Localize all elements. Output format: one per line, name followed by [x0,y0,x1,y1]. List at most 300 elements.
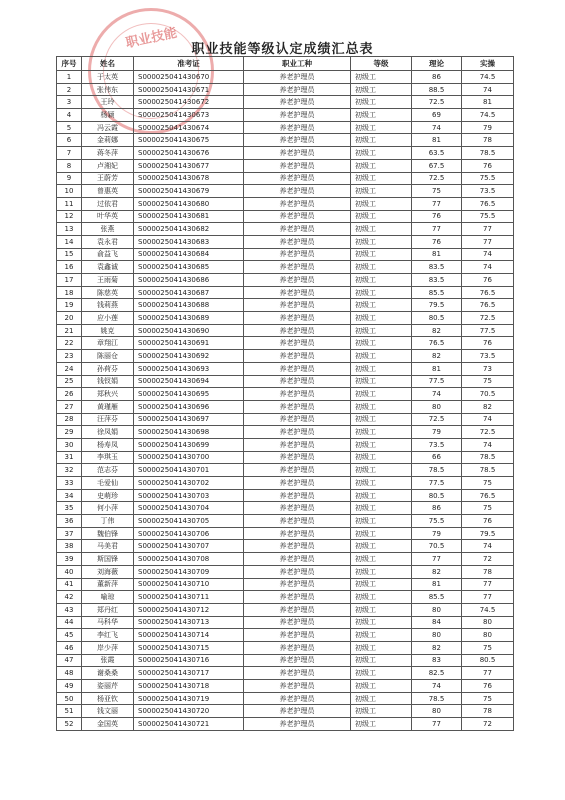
cell-level: 初级工 [351,185,412,198]
cell-theory-score: 88.5 [412,83,462,96]
cell-level: 初级工 [351,83,412,96]
cell-level: 初级工 [351,337,412,350]
cell-level: 初级工 [351,375,412,388]
cell-theory-score: 81 [412,362,462,375]
cell-seq-number: 2 [57,83,82,96]
cell-exam-id: S000025041430710 [134,578,244,591]
cell-name: 喻琼 [82,591,134,604]
cell-name: 孙荷芬 [82,362,134,375]
cell-exam-id: S000025041430688 [134,299,244,312]
cell-level: 初级工 [351,274,412,287]
cell-name: 袁鑫诚 [82,261,134,274]
cell-seq-number: 20 [57,312,82,325]
cell-level: 初级工 [351,235,412,248]
cell-level: 初级工 [351,350,412,363]
cell-theory-score: 63.5 [412,147,462,160]
table-row [57,96,514,109]
cell-name: 陈丽仓 [82,350,134,363]
cell-name: 王玲 [82,96,134,109]
cell-theory-score: 69 [412,109,462,122]
cell-exam-id: S000025041430719 [134,692,244,705]
cell-level: 初级工 [351,362,412,375]
cell-level: 初级工 [351,641,412,654]
cell-practical-score: 74 [462,261,514,274]
cell-seq-number: 18 [57,286,82,299]
cell-seq-number: 17 [57,274,82,287]
cell-exam-id: S000025041430718 [134,680,244,693]
cell-theory-score: 80 [412,705,462,718]
table-row [57,83,514,96]
cell-level: 初级工 [351,705,412,718]
cell-name: 张伟东 [82,83,134,96]
cell-practical-score: 78 [462,705,514,718]
cell-name: 李红飞 [82,629,134,642]
cell-level: 初级工 [351,312,412,325]
cell-level: 初级工 [351,718,412,731]
cell-seq-number: 40 [57,565,82,578]
cell-practical-score: 78.5 [462,147,514,160]
cell-level: 初级工 [351,147,412,160]
header-theory-score: 理论 [412,57,462,71]
cell-seq-number: 13 [57,223,82,236]
cell-practical-score: 72 [462,718,514,731]
cell-practical-score: 74 [462,83,514,96]
table-row [57,388,514,401]
cell-name: 姚克 [82,324,134,337]
cell-practical-score: 78.5 [462,451,514,464]
cell-theory-score: 80.5 [412,312,462,325]
cell-theory-score: 74 [412,680,462,693]
cell-practical-score: 76 [462,337,514,350]
cell-seq-number: 31 [57,451,82,464]
cell-level: 初级工 [351,426,412,439]
cell-occupation: 养老护理员 [244,261,351,274]
cell-theory-score: 77 [412,718,462,731]
cell-occupation: 养老护理员 [244,134,351,147]
cell-exam-id: S000025041430670 [134,71,244,84]
cell-theory-score: 70.5 [412,540,462,553]
cell-practical-score: 77 [462,223,514,236]
cell-name: 斯国锋 [82,553,134,566]
cell-theory-score: 79.5 [412,299,462,312]
table-row [57,477,514,490]
table-row [57,299,514,312]
cell-occupation: 养老护理员 [244,388,351,401]
cell-theory-score: 82 [412,641,462,654]
cell-theory-score: 80 [412,629,462,642]
cell-occupation: 养老护理员 [244,464,351,477]
cell-occupation: 养老护理员 [244,692,351,705]
cell-name: 姿丽芹 [82,680,134,693]
cell-name: 史萌珍 [82,489,134,502]
cell-level: 初级工 [351,400,412,413]
cell-exam-id: S000025041430686 [134,274,244,287]
cell-theory-score: 82.5 [412,667,462,680]
cell-occupation: 养老护理员 [244,299,351,312]
table-row [57,185,514,198]
cell-occupation: 养老护理员 [244,197,351,210]
cell-name: 王蔚芳 [82,172,134,185]
table-row [57,616,514,629]
score-table [56,56,514,731]
cell-occupation: 养老护理员 [244,96,351,109]
cell-seq-number: 45 [57,629,82,642]
cell-level: 初级工 [351,413,412,426]
cell-name: 章翔江 [82,337,134,350]
cell-name: 杨颖 [82,109,134,122]
cell-level: 初级工 [351,451,412,464]
cell-seq-number: 12 [57,210,82,223]
cell-occupation: 养老护理员 [244,185,351,198]
table-row [57,464,514,477]
cell-seq-number: 32 [57,464,82,477]
cell-exam-id: S000025041430704 [134,502,244,515]
cell-exam-id: S000025041430698 [134,426,244,439]
cell-occupation: 养老护理员 [244,438,351,451]
table-row [57,235,514,248]
cell-seq-number: 15 [57,248,82,261]
cell-practical-score: 76.5 [462,299,514,312]
cell-occupation: 养老护理员 [244,400,351,413]
table-row [57,540,514,553]
cell-level: 初级工 [351,438,412,451]
cell-name: 郑丹红 [82,603,134,616]
cell-name: 蒋冬萍 [82,147,134,160]
table-row [57,502,514,515]
cell-exam-id: S000025041430679 [134,185,244,198]
cell-seq-number: 9 [57,172,82,185]
cell-practical-score: 79.5 [462,527,514,540]
table-row [57,641,514,654]
cell-level: 初级工 [351,629,412,642]
table-row [57,578,514,591]
cell-theory-score: 85.5 [412,591,462,604]
cell-name: 钱莉燕 [82,299,134,312]
cell-practical-score: 78 [462,134,514,147]
cell-level: 初级工 [351,616,412,629]
cell-level: 初级工 [351,261,412,274]
table-row [57,591,514,604]
cell-exam-id: S000025041430714 [134,629,244,642]
cell-practical-score: 76.5 [462,489,514,502]
cell-seq-number: 28 [57,413,82,426]
cell-practical-score: 78 [462,565,514,578]
cell-occupation: 养老护理员 [244,337,351,350]
cell-level: 初级工 [351,502,412,515]
cell-seq-number: 11 [57,197,82,210]
cell-name: 杨亚钦 [82,692,134,705]
cell-name: 马美君 [82,540,134,553]
cell-level: 初级工 [351,527,412,540]
table-row [57,565,514,578]
cell-exam-id: S000025041430720 [134,705,244,718]
cell-exam-id: S000025041430685 [134,261,244,274]
cell-exam-id: S000025041430716 [134,654,244,667]
cell-exam-id: S000025041430707 [134,540,244,553]
header-level: 等级 [351,57,412,71]
cell-name: 陈慈英 [82,286,134,299]
cell-seq-number: 42 [57,591,82,604]
cell-level: 初级工 [351,197,412,210]
cell-theory-score: 75 [412,185,462,198]
table-row [57,223,514,236]
cell-practical-score: 74 [462,438,514,451]
cell-exam-id: S000025041430673 [134,109,244,122]
cell-exam-id: S000025041430682 [134,223,244,236]
cell-occupation: 养老护理员 [244,527,351,540]
cell-level: 初级工 [351,388,412,401]
table-row [57,705,514,718]
cell-level: 初级工 [351,565,412,578]
cell-practical-score: 75.5 [462,172,514,185]
cell-occupation: 养老护理员 [244,235,351,248]
header-name: 姓名 [82,57,134,71]
cell-exam-id: S000025041430683 [134,235,244,248]
cell-occupation: 养老护理员 [244,718,351,731]
table-row [57,438,514,451]
cell-level: 初级工 [351,680,412,693]
cell-level: 初级工 [351,223,412,236]
cell-occupation: 养老护理员 [244,223,351,236]
cell-name: 何小萍 [82,502,134,515]
cell-occupation: 养老护理员 [244,159,351,172]
cell-exam-id: S000025041430721 [134,718,244,731]
cell-name: 叶华英 [82,210,134,223]
cell-occupation: 养老护理员 [244,641,351,654]
cell-name: 范志芬 [82,464,134,477]
cell-practical-score: 76 [462,515,514,528]
cell-exam-id: S000025041430671 [134,83,244,96]
cell-name: 徐凤娟 [82,426,134,439]
cell-name: 俞益飞 [82,248,134,261]
cell-name: 谢桑桑 [82,667,134,680]
cell-name: 郑秋兴 [82,388,134,401]
cell-practical-score: 73 [462,362,514,375]
cell-practical-score: 75 [462,641,514,654]
cell-name: 卢湘妃 [82,159,134,172]
cell-exam-id: S000025041430713 [134,616,244,629]
cell-exam-id: S000025041430699 [134,438,244,451]
cell-occupation: 养老护理员 [244,286,351,299]
cell-seq-number: 23 [57,350,82,363]
cell-level: 初级工 [351,477,412,490]
cell-theory-score: 77.5 [412,477,462,490]
cell-practical-score: 72.5 [462,312,514,325]
cell-name: 钱文丽 [82,705,134,718]
cell-occupation: 养老护理员 [244,172,351,185]
cell-seq-number: 22 [57,337,82,350]
cell-occupation: 养老护理员 [244,248,351,261]
cell-exam-id: S000025041430689 [134,312,244,325]
cell-name: 过依君 [82,197,134,210]
cell-name: 张霞 [82,654,134,667]
cell-seq-number: 10 [57,185,82,198]
cell-practical-score: 70.5 [462,388,514,401]
cell-theory-score: 77 [412,553,462,566]
cell-exam-id: S000025041430712 [134,603,244,616]
table-row [57,261,514,274]
cell-theory-score: 82 [412,350,462,363]
cell-name: 冯云霞 [82,121,134,134]
table-row [57,324,514,337]
cell-name: 于太英 [82,71,134,84]
table-row [57,362,514,375]
cell-level: 初级工 [351,299,412,312]
cell-theory-score: 76.5 [412,337,462,350]
cell-occupation: 养老护理员 [244,413,351,426]
table-row [57,197,514,210]
table-row [57,515,514,528]
cell-occupation: 养老护理员 [244,553,351,566]
seal-text: 职业技能 [124,25,179,52]
table-row [57,134,514,147]
cell-theory-score: 78.5 [412,692,462,705]
cell-theory-score: 79 [412,527,462,540]
cell-level: 初级工 [351,591,412,604]
table-row [57,159,514,172]
table-row [57,603,514,616]
cell-level: 初级工 [351,464,412,477]
cell-occupation: 养老护理员 [244,629,351,642]
cell-occupation: 养老护理员 [244,654,351,667]
cell-occupation: 养老护理员 [244,362,351,375]
cell-seq-number: 3 [57,96,82,109]
cell-name: 丁伟 [82,515,134,528]
cell-theory-score: 83.5 [412,274,462,287]
table-row [57,413,514,426]
cell-seq-number: 44 [57,616,82,629]
cell-occupation: 养老护理员 [244,147,351,160]
table-row [57,286,514,299]
cell-name: 董新萍 [82,578,134,591]
cell-seq-number: 48 [57,667,82,680]
cell-exam-id: S000025041430684 [134,248,244,261]
cell-practical-score: 76.5 [462,286,514,299]
cell-occupation: 养老护理员 [244,616,351,629]
cell-occupation: 养老护理员 [244,210,351,223]
cell-seq-number: 27 [57,400,82,413]
cell-practical-score: 77.5 [462,324,514,337]
cell-theory-score: 77.5 [412,375,462,388]
cell-practical-score: 75 [462,375,514,388]
cell-seq-number: 6 [57,134,82,147]
cell-occupation: 养老护理员 [244,312,351,325]
cell-occupation: 养老护理员 [244,515,351,528]
table-row [57,71,514,84]
cell-theory-score: 86 [412,71,462,84]
table-row [57,400,514,413]
cell-practical-score: 81 [462,96,514,109]
cell-exam-id: S000025041430691 [134,337,244,350]
cell-exam-id: S000025041430697 [134,413,244,426]
table-row [57,451,514,464]
cell-exam-id: S000025041430709 [134,565,244,578]
cell-theory-score: 67.5 [412,159,462,172]
cell-theory-score: 79 [412,426,462,439]
cell-level: 初级工 [351,692,412,705]
cell-exam-id: S000025041430701 [134,464,244,477]
table-row [57,680,514,693]
cell-name: 黄瑾雁 [82,400,134,413]
cell-name: 汪萍芬 [82,413,134,426]
cell-practical-score: 76 [462,680,514,693]
cell-level: 初级工 [351,553,412,566]
cell-practical-score: 75.5 [462,210,514,223]
cell-occupation: 养老护理员 [244,705,351,718]
table-row [57,147,514,160]
table-header-row [57,57,514,71]
cell-practical-score: 72.5 [462,426,514,439]
cell-occupation: 养老护理员 [244,451,351,464]
cell-exam-id: S000025041430681 [134,210,244,223]
cell-practical-score: 74.5 [462,71,514,84]
cell-seq-number: 47 [57,654,82,667]
cell-occupation: 养老护理员 [244,426,351,439]
cell-exam-id: S000025041430706 [134,527,244,540]
cell-seq-number: 34 [57,489,82,502]
cell-seq-number: 25 [57,375,82,388]
cell-practical-score: 75 [462,692,514,705]
cell-theory-score: 80.5 [412,489,462,502]
cell-theory-score: 72.5 [412,172,462,185]
cell-seq-number: 38 [57,540,82,553]
cell-level: 初级工 [351,71,412,84]
cell-seq-number: 39 [57,553,82,566]
cell-seq-number: 4 [57,109,82,122]
page-title: 职业技能等级认定成绩汇总表 [191,42,374,57]
cell-seq-number: 50 [57,692,82,705]
cell-exam-id: S000025041430717 [134,667,244,680]
table-row [57,172,514,185]
cell-occupation: 养老护理员 [244,121,351,134]
cell-seq-number: 5 [57,121,82,134]
cell-name: 王雨菊 [82,274,134,287]
cell-exam-id: S000025041430680 [134,197,244,210]
cell-practical-score: 76 [462,159,514,172]
cell-practical-score: 82 [462,400,514,413]
table-row [57,629,514,642]
table-body [57,71,514,731]
cell-name: 金国英 [82,718,134,731]
table-row [57,718,514,731]
cell-exam-id: S000025041430696 [134,400,244,413]
cell-seq-number: 8 [57,159,82,172]
cell-theory-score: 72.5 [412,96,462,109]
table-row [57,274,514,287]
cell-practical-score: 73.5 [462,185,514,198]
cell-exam-id: S000025041430676 [134,147,244,160]
cell-occupation: 养老护理员 [244,324,351,337]
cell-practical-score: 80.5 [462,654,514,667]
cell-exam-id: S000025041430692 [134,350,244,363]
cell-level: 初级工 [351,134,412,147]
cell-name: 毛爱仙 [82,477,134,490]
cell-theory-score: 80 [412,603,462,616]
cell-seq-number: 35 [57,502,82,515]
cell-name: 金莉娜 [82,134,134,147]
cell-name: 刘海薇 [82,565,134,578]
cell-theory-score: 86 [412,502,462,515]
table-row [57,109,514,122]
cell-occupation: 养老护理员 [244,489,351,502]
cell-theory-score: 85.5 [412,286,462,299]
cell-occupation: 养老护理员 [244,477,351,490]
cell-seq-number: 41 [57,578,82,591]
table-row [57,375,514,388]
cell-theory-score: 77 [412,197,462,210]
cell-practical-score: 80 [462,616,514,629]
cell-seq-number: 43 [57,603,82,616]
